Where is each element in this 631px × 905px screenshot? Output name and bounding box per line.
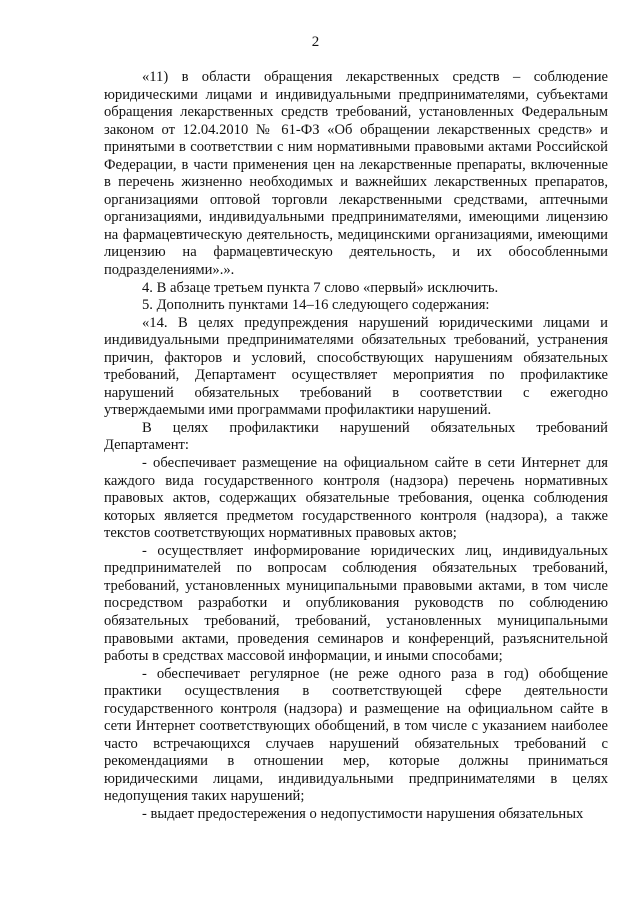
page-number: 2 — [311, 34, 320, 50]
list-item-warnings: - выдает предостережения о недопустимости нарушения обязательных — [142, 805, 584, 822]
paragraph-item-14: «14. В целях предупреждения нарушений юридическими лицами и индивидуальными предпринимателями обязательных требований, устранения причин, факторов и условий, способствующих нарушениям обязательных требований, Департамент осуществляет мероприятия по профилактике нарушений обязательных требований в соответствии с ежегодно утверждаемыми ими программами профилактики нарушений. — [104, 314, 608, 419]
list-item-publishing: - обеспечивает размещение на официальном сайте в сети Интернет для каждого вида государственного контроля (надзора) перечень нормативных правовых актов, содержащих обязательные требования, оценка соблюдения которых является предметом государственного контроля (надзора), а также текстов соответствующих нормативных правовых актов; — [104, 455, 608, 542]
list-item-informing: - осуществляет информирование юридических лиц, индивидуальных предпринимателей по вопросам соблюдения обязательных требований, требований, установленных муниципальными правовыми актами, в том числе посредством разработки и опубликования руководств по соблюдению обязательных требований, требований, установленных муниципальными правовыми актами, проведения семинаров и конференций, разъяснительной работы в средствах массовой информации, и иными способами; — [104, 542, 608, 665]
paragraph-item-4: 4. В абзаце третьем пункта 7 слово «первый» исключить. — [142, 279, 499, 296]
list-item-generalization: - обеспечивает регулярное (не реже одного раза в год) обобщение практики осуществления в соответствующей сфере деятельности государственного контроля (надзора) и размещение на официальном сайте в сети Интернет соответствующих обобщений, в том числе с указанием наиболее часто встречающихся случаев нарушений обязательных требований с рекомендациями в отношении мер, которые должны приниматься юридическими лицами, индивидуальными предпринимателями в целях недопущения таких нарушений; — [104, 665, 608, 805]
paragraph-item-11: «11) в области обращения лекарственных средств – соблюдение юридическими лицами и индивидуальными предпринимателями, субъектами обращения лекарственных средств требований, установленных Федеральным законом от 12.04.2010 № 61-ФЗ «Об обращении лекарственных средств» и принятыми в соответствии с ним нормативными правовыми актами Российской Федерации, в части применения цен на лекарственные препараты, включенные в перечень жизненно необходимых и важнейших лекарственных препаратов, организациями оптовой торговли лекарственными средствами, аптечными организациями, индивидуальными предпринимателями, имеющими лицензию на фармацевтическую деятельность, медицинскими организациями, имеющими лицензию на фармацевтическую деятельность, и их обособленными подразделениями».». — [104, 69, 608, 279]
document-body — [104, 69, 608, 824]
paragraph-item-5: 5. Дополнить пунктами 14–16 следующего содержания: — [142, 297, 490, 314]
paragraph-prevention-intro: В целях профилактики нарушений обязательных требований Департамент: — [104, 419, 608, 454]
